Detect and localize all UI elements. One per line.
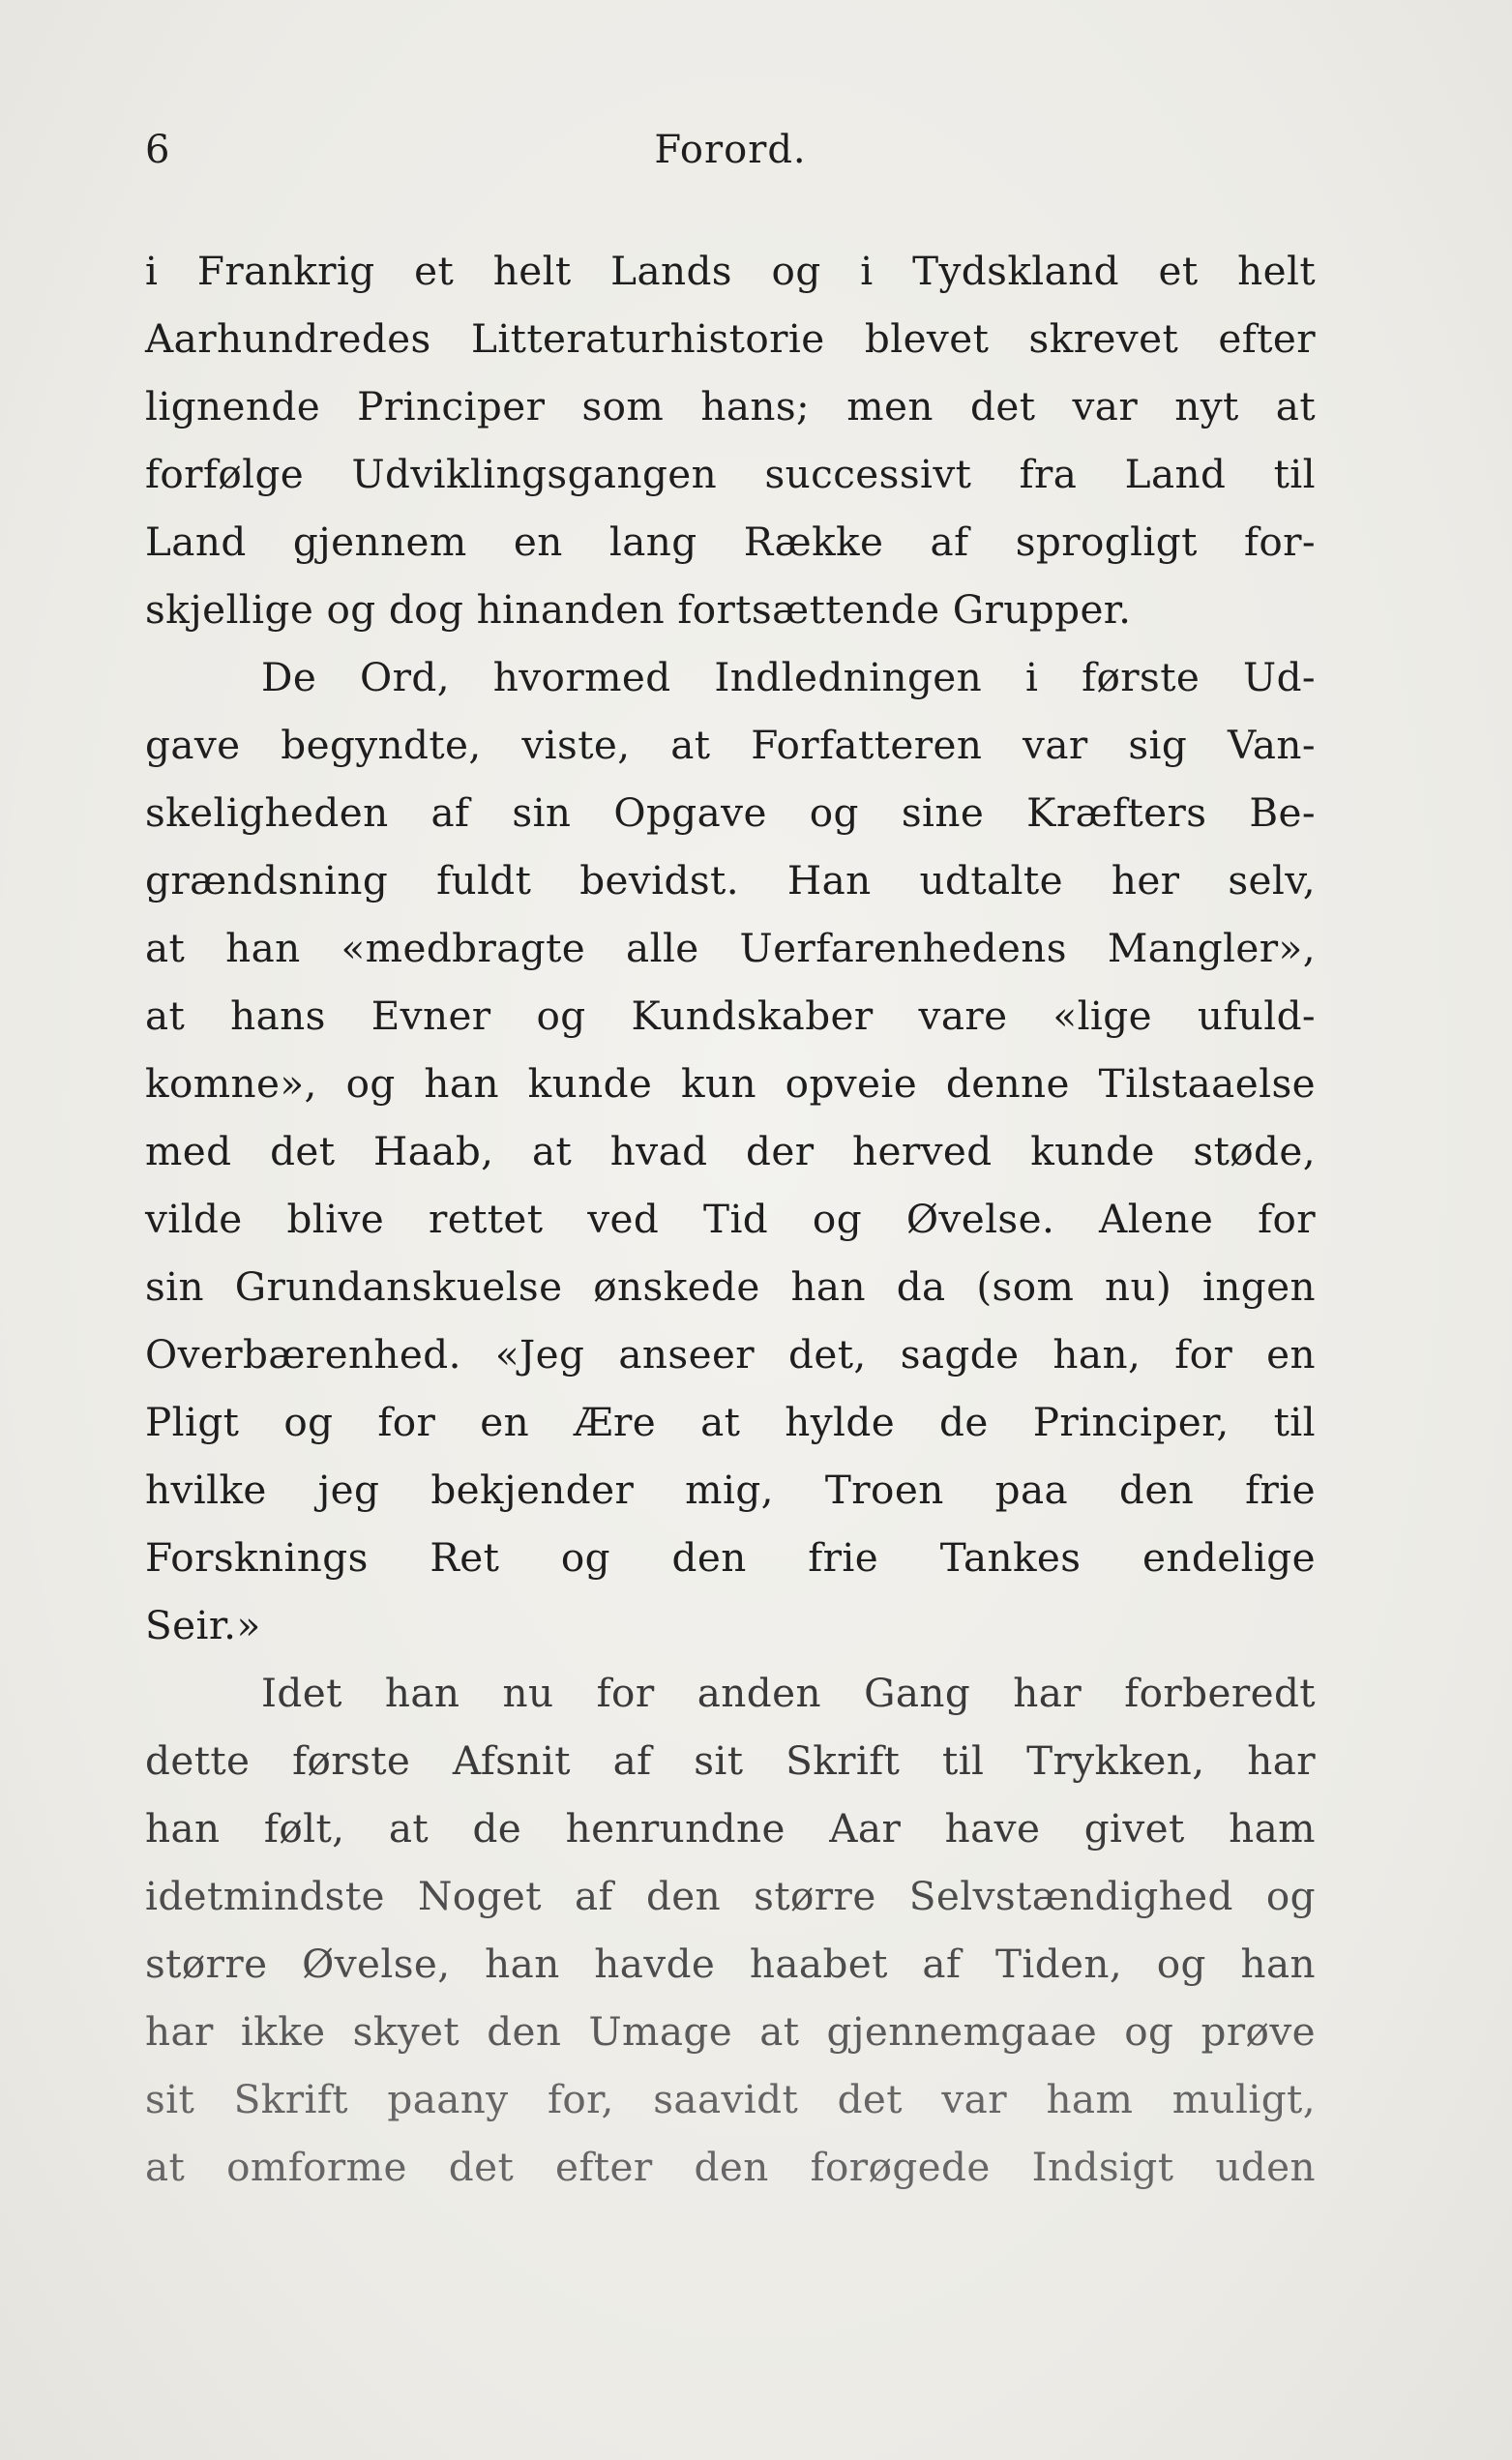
- text-line: forfølge Udviklingsgangen successivt fra Land til: [145, 451, 1316, 497]
- paragraph-1: [145, 237, 1316, 643]
- text-line: Land gjennem en lang Række af sprogligt for-: [145, 519, 1316, 565]
- text-line: idetmindste Noget af den større Selvstændighed og: [145, 1873, 1316, 1919]
- text-line: Pligt og for en Ære at hylde de Principer, til: [145, 1399, 1316, 1445]
- text-line: at omforme det efter den forøgede Indsigt uden: [145, 2144, 1316, 2190]
- text-line: grændsning fuldt bevidst. Han udtalte her selv,: [145, 857, 1316, 904]
- text-line: Overbærenhed. «Jeg anseer det, sagde han, for en: [145, 1331, 1316, 1378]
- text-line: sin Grundanskuelse ønskede han da (som nu) ingen: [145, 1263, 1316, 1310]
- paragraph-3: [145, 1659, 1316, 2201]
- text-line: Aarhundredes Litteraturhistorie blevet skrevet efter: [145, 315, 1316, 362]
- text-line: komne», og han kunde kun opveie denne Tilstaaelse: [145, 1060, 1316, 1107]
- text-line: Idet han nu for anden Gang har forberedt: [261, 1670, 1316, 1716]
- text-line: med det Haab, at hvad der herved kunde støde,: [145, 1128, 1316, 1174]
- text-line: at hans Evner og Kundskaber vare «lige ufuld-: [145, 993, 1316, 1039]
- text-line: dette første Afsnit af sit Skrift til Trykken, har: [145, 1737, 1316, 1784]
- page-header: [145, 121, 1316, 179]
- text-line: hvilke jeg bekjender mig, Troen paa den frie: [145, 1467, 1316, 1513]
- text-line: De Ord, hvormed Indledningen i første Ud-: [261, 654, 1316, 700]
- text-line: Seir.»: [145, 1602, 261, 1648]
- running-title: Forord.: [654, 128, 807, 172]
- text-line: skeligheden af sin Opgave og sine Kræfters Be-: [145, 789, 1316, 836]
- text-line: sit Skrift paany for, saavidt det var ham muligt,: [145, 2076, 1316, 2122]
- body-text: [145, 237, 1316, 2201]
- text-line: i Frankrig et helt Lands og i Tydskland et helt: [145, 248, 1316, 294]
- text-line: lignende Principer som hans; men det var nyt at: [145, 383, 1316, 430]
- page-number: 6: [145, 128, 170, 172]
- text-line: gave begyndte, viste, at Forfatteren var sig Van-: [145, 722, 1316, 768]
- text-line: han følt, at de henrundne Aar have givet ham: [145, 1805, 1316, 1852]
- text-line: vilde blive rettet ved Tid og Øvelse. Alene for: [145, 1196, 1316, 1242]
- text-line: Forsknings Ret og den frie Tankes endelige: [145, 1534, 1316, 1581]
- text-line: skjellige og dog hinanden fortsættende Grupper.: [145, 586, 1132, 633]
- text-line: større Øvelse, han havde haabet af Tiden, og han: [145, 1941, 1316, 1987]
- paragraph-2: [145, 643, 1316, 1659]
- text-line: har ikke skyet den Umage at gjennemgaae og prøve: [145, 2008, 1316, 2055]
- text-line: at han «medbragte alle Uerfarenhedens Mangler»,: [145, 925, 1316, 971]
